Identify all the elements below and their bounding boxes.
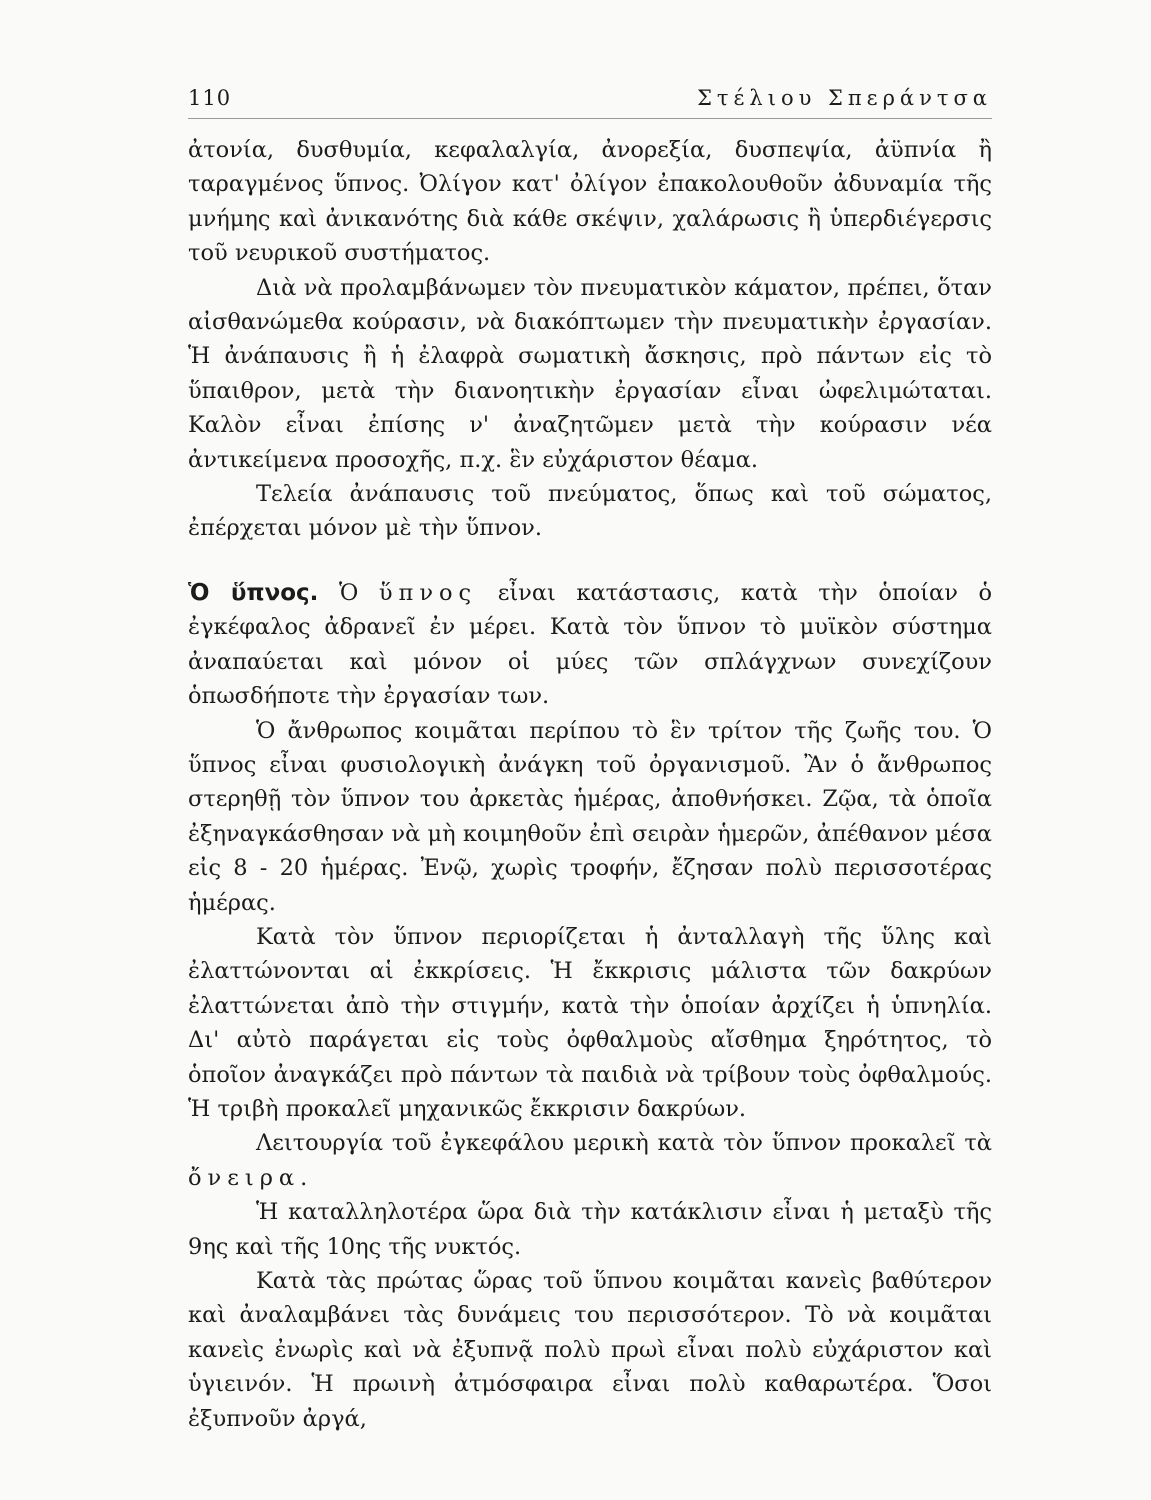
- paragraph: Ἡ καταλληλοτέρα ὥρα διὰ τὴν κατάκλισιν εἶναι ἡ μεταξὺ τῆς 9ης καὶ τῆς 10ης τῆς νυκτός.: [188, 1199, 992, 1260]
- book-page: [188, 84, 992, 1436]
- running-head-author: Στέλιου Σπεράντσα: [697, 86, 992, 110]
- body-text: [188, 133, 992, 1436]
- paragraph: Κατὰ τὸν ὕπνον περιορίζεται ἡ ἀνταλλαγὴ τῆς ὕλης καὶ ἐλαττώνονται αἱ ἐκκρίσεις. Ἡ ἔκκρισις μάλιστα τῶν δακρύων ἐλαττώνεται ἀπὸ τὴν στιγμήν, κατὰ τὴν ὁποίαν ἀρχίζει ἡ ὑπνηλία. Δι' αὐτὸ παράγεται εἰς τοὺς ὀφθαλμοὺς αἴσθημα ξηρότητος, τὸ ὁποῖον ἀναγκάζει πρὸ πάντων τὰ παιδιὰ νὰ τρίβουν τοὺς ὀφθαλμούς. Ἡ τριβὴ προκαλεῖ μηχανικῶς ἔκκρισιν δακρύων.: [188, 923, 992, 1122]
- paragraph: Ὁ ἄνθρωπος κοιμᾶται περίπου τὸ ἓν τρίτον τῆς ζωῆς του. Ὁ ὕπνος εἶναι φυσιολογικὴ ἀνάγκη τοῦ ὀργανισμοῦ. Ἂν ὁ ἄνθρωπος στερηθῇ τὸν ὕπνον του ἀρκετὰς ἡμέρας, ἀποθνήσκει. Ζῷα, τὰ ὁποῖα ἐξηναγκάσθησαν νὰ μὴ κοιμηθοῦν ἐπὶ σειρὰν ἡμερῶν, ἀπέθανον μέσα εἰς 8 - 20 ἡμέρας. Ἐνῷ, χωρὶς τροφήν, ἔζησαν πολὺ περισσοτέρας ἡμέρας.: [188, 717, 992, 916]
- section-lead-word: ὕπνος: [378, 579, 478, 606]
- section-lead-prefix: Ὁ: [338, 579, 359, 606]
- running-header: [188, 84, 992, 119]
- dreams-text: Λειτουργία τοῦ ἐγκεφάλου μερικὴ κατὰ τὸν ὕπνον προκαλεῖ τὰ: [256, 1130, 992, 1157]
- paragraph: Διὰ νὰ προλαμβάνωμεν τὸν πνευματικὸν κάματον, πρέπει, ὅταν αἰσθανώμεθα κούρασιν, νὰ διακόπτωμεν τὴν πνευματικὴν ἐργασίαν. Ἡ ἀνάπαυσις ἢ ἡ ἐλαφρὰ σωματικὴ ἄσκησις, πρὸ πάντων εἰς τὸ ὕπαιθρον, μετὰ τὴν διανοητικὴν ἐργασίαν εἶναι ὠφελιμώταται. Καλὸν εἶναι ἐπίσης ν' ἀναζητῶμεν μετὰ τὴν κούρασιν νέα ἀντικείμενα προσοχῆς, π.χ. ἓν εὐχάριστον θέαμα.: [188, 274, 992, 473]
- dreams-word: ὄνειρα.: [188, 1164, 314, 1191]
- section-heading: Ὁ ὕπνος.: [188, 579, 319, 606]
- paragraph-dreams: [188, 1126, 992, 1195]
- page-number: 110: [188, 86, 232, 110]
- paragraph: ἀτονία, δυσθυμία, κεφαλαλγία, ἀνορεξία, δυσπεψία, ἀϋπνία ἢ ταραγμένος ὕπνος. Ὀλίγον κατ' ὀλίγον ἐπακολουθοῦν ἀδυναμία τῆς μνήμης καὶ ἀνικανότης διὰ κάθε σκέψιν, χαλάρωσις ἢ ὑπερδιέγερσις τοῦ νευρικοῦ συστήματος.: [188, 137, 992, 267]
- section-sleep-intro: [188, 576, 992, 714]
- paragraph: Τελεία ἀνάπαυσις τοῦ πνεύματος, ὅπως καὶ τοῦ σώματος, ἐπέρχεται μόνον μὲ τὴν ὕπνον.: [188, 481, 992, 542]
- section-first-text: εἶναι κατάστασις, κατὰ τὴν ὁποίαν ὁ ἐγκέφαλος ἀδρανεῖ ἐν μέρει. Κατὰ τὸν ὕπνον τὸ μυϊκὸν σύστημα ἀναπαύεται καὶ μόνον οἱ μύες τῶν σπλάγχνων συνεχίζουν ὁπωσδήποτε τὴν ἐργασίαν των.: [188, 579, 993, 710]
- paragraph: Κατὰ τὰς πρώτας ὥρας τοῦ ὕπνου κοιμᾶται κανεὶς βαθύτερον καὶ ἀναλαμβάνει τὰς δυνάμεις του περισσότερον. Τὸ νὰ κοιμᾶται κανεὶς ἐνωρὶς καὶ νὰ ἐξυπνᾷ πολὺ πρωὶ εἶναι πολὺ εὐχάριστον καὶ ὑγιεινόν. Ἡ πρωινὴ ἀτμόσφαιρα εἶναι πολὺ καθαρωτέρα. Ὅσοι ἐξυπνοῦν ἀργά,: [188, 1268, 992, 1432]
